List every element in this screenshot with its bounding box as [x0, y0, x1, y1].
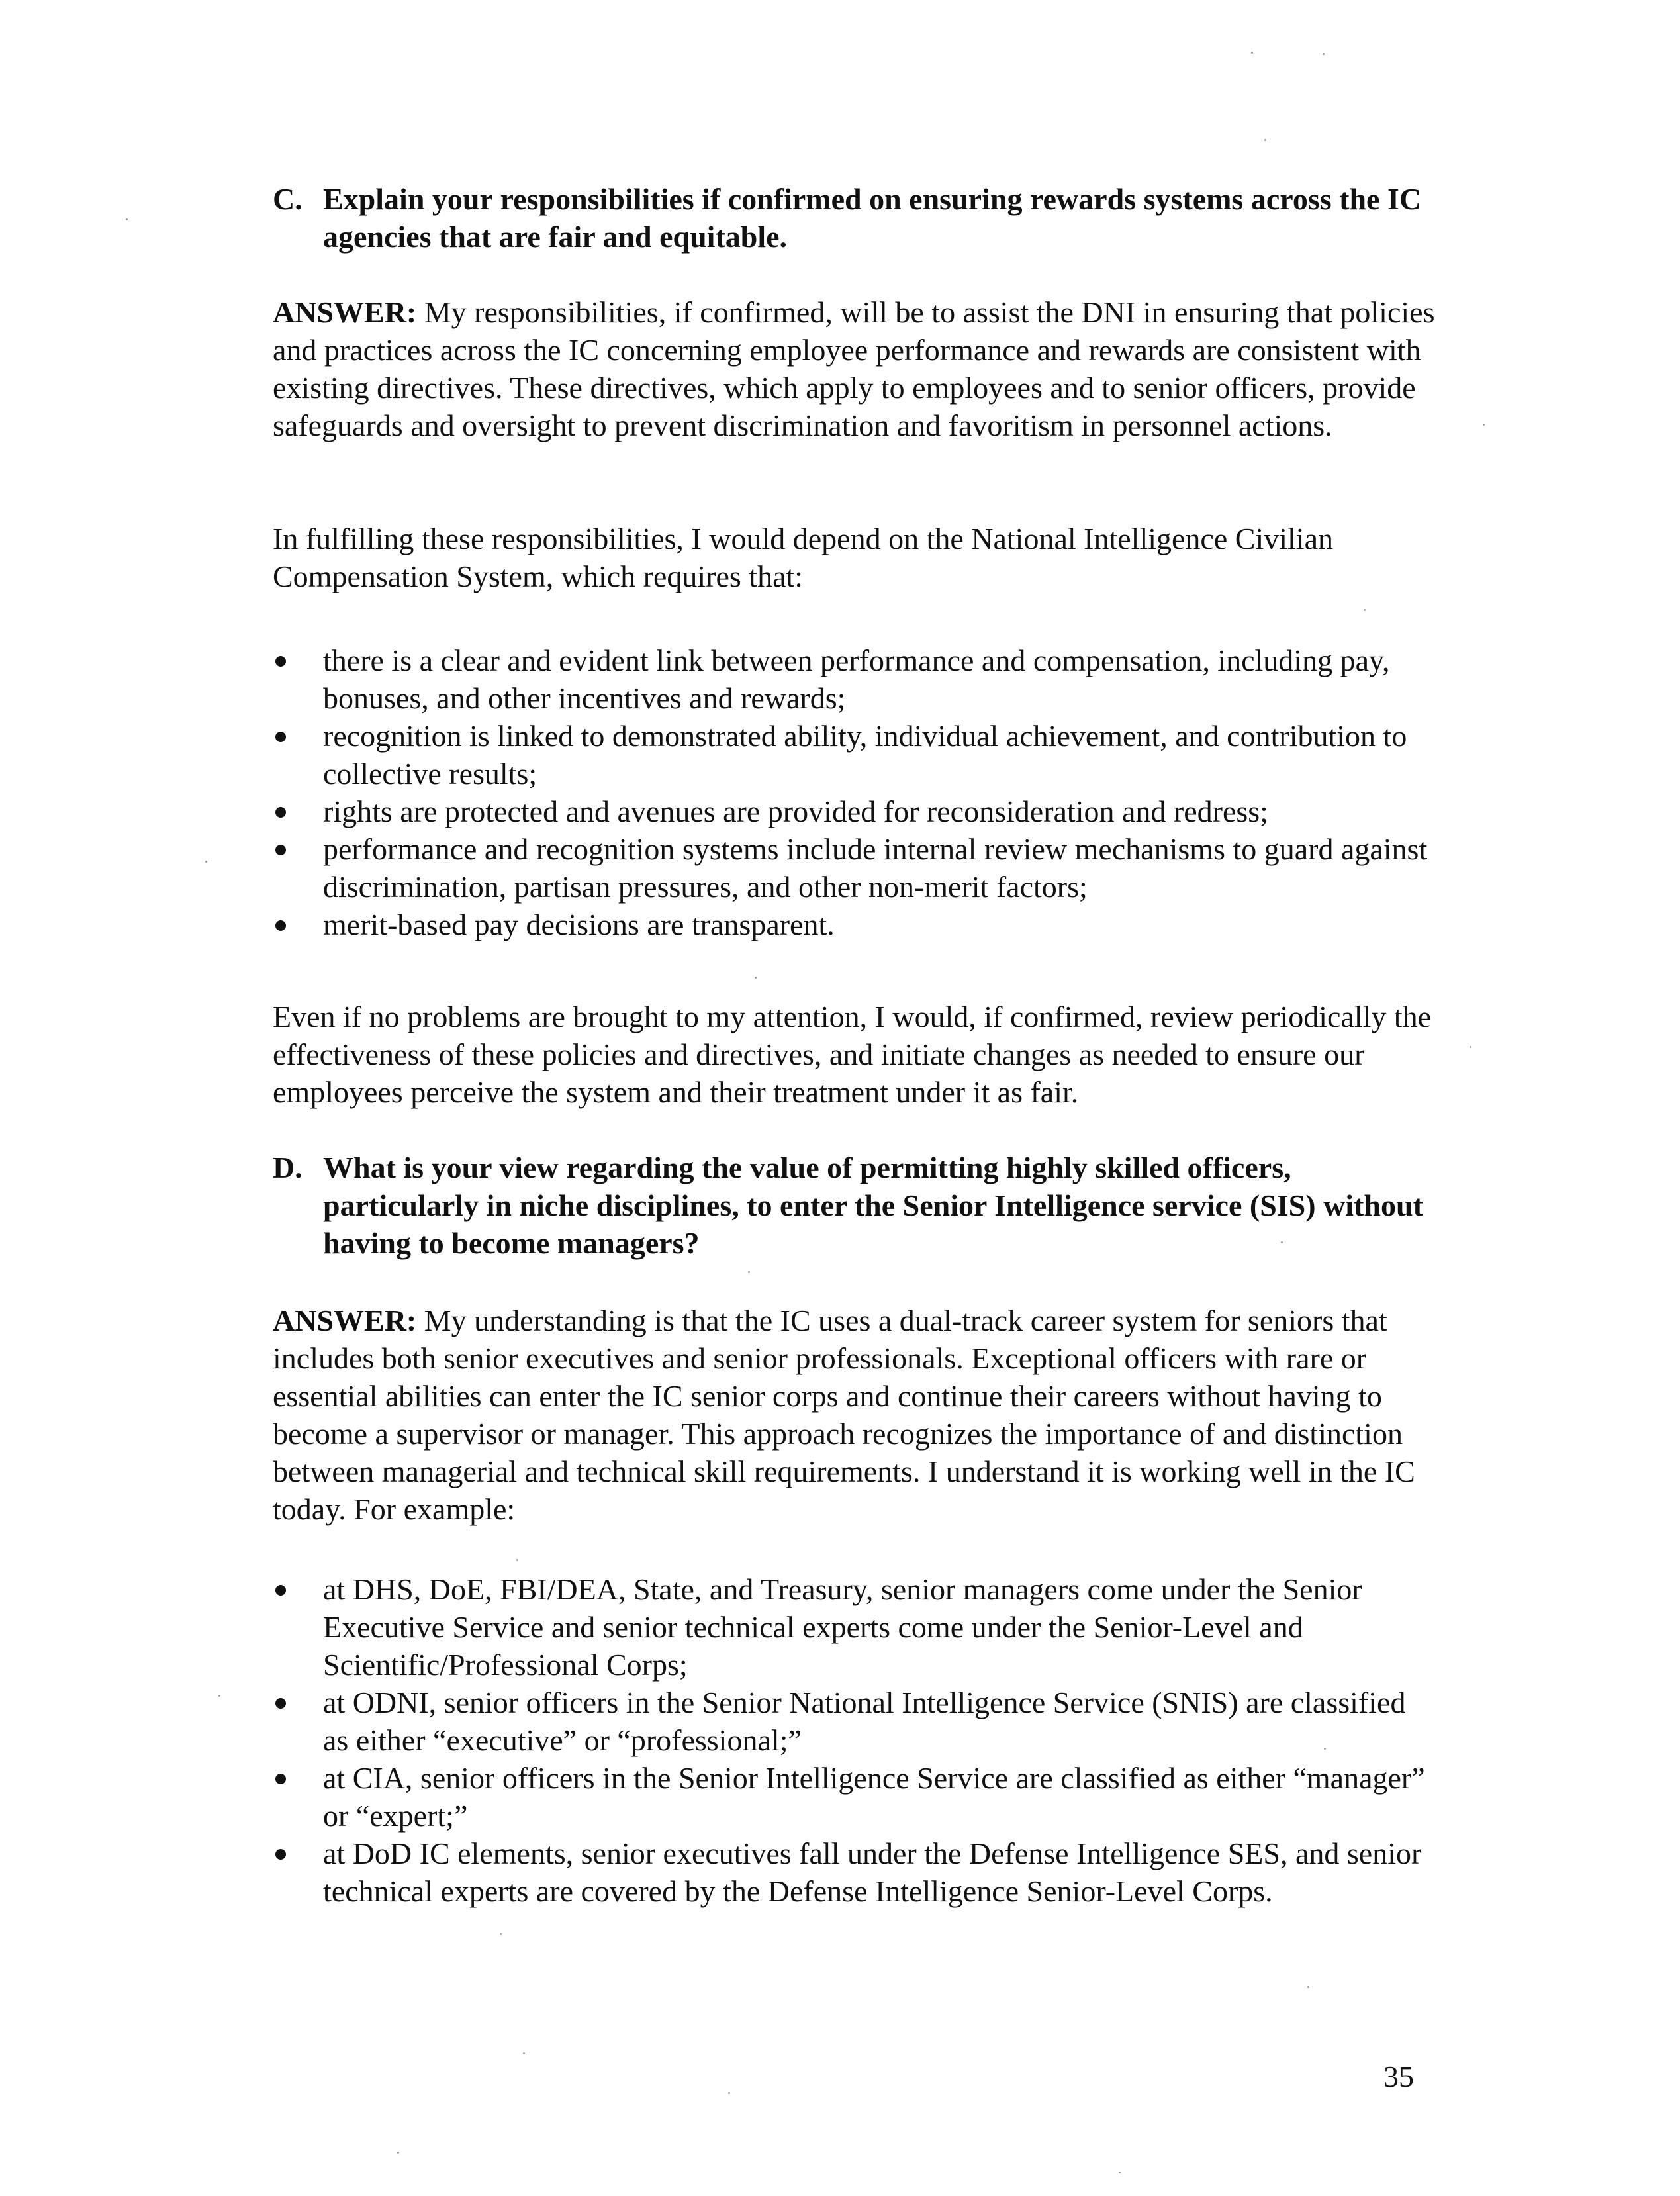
- scan-speck: [126, 218, 128, 220]
- list-item: there is a clear and evident link between performance and compensation, including pay, bonuses, and other incentives and rewards;: [273, 642, 1438, 717]
- bullet-icon: [273, 792, 323, 830]
- scan-speck: [1324, 1748, 1326, 1750]
- bullet-icon: [273, 717, 323, 792]
- scan-speck: [1251, 52, 1253, 54]
- answer-c-text: My responsibilities, if confirmed, will be to assist the DNI in ensuring that policies and practices across the IC concerning employee performance and rewards are consistent with existing directives. These directives, which apply to employees and to senior officers, provide safeguards and oversight to prevent discrimination and favoritism in personnel actions.: [273, 295, 1435, 442]
- scan-speck: [218, 1695, 220, 1697]
- scan-speck: [728, 2092, 730, 2094]
- bullet-icon: [273, 1684, 323, 1759]
- answer-c: [273, 293, 1438, 444]
- scan-speck: [1281, 1241, 1283, 1243]
- bullet-icon: [273, 906, 323, 943]
- bullet-icon: [273, 1835, 323, 1910]
- question-d: [273, 1149, 1438, 1262]
- scan-speck: [1119, 2172, 1121, 2173]
- scan-speck: [397, 2152, 399, 2154]
- scan-speck: [1364, 609, 1366, 611]
- scan-speck: [755, 977, 757, 979]
- list-item: at ODNI, senior officers in the Senior National Intelligence Service (SNIS) are classified as either “executive” or “professional;”: [273, 1684, 1438, 1759]
- question-c: [273, 180, 1438, 256]
- question-c-letter: C.: [273, 182, 303, 216]
- scan-speck: [523, 2052, 525, 2054]
- bullet-icon: [273, 1570, 323, 1684]
- page-number: 35: [1383, 2060, 1414, 2093]
- answer-c-label: ANSWER:: [273, 295, 417, 329]
- list-item: performance and recognition systems include internal review mechanisms to guard against discrimination, partisan pressures, and other non-merit factors;: [273, 830, 1438, 906]
- list-item: merit-based pay decisions are transparent.: [273, 906, 1438, 943]
- scan-speck: [1307, 1986, 1309, 1988]
- question-c-text: Explain your responsibilities if confirmed on ensuring rewards systems across the IC agencies that are fair and equitable.: [323, 182, 1422, 254]
- scan-speck: [1264, 139, 1266, 141]
- scan-speck: [516, 1559, 518, 1561]
- bullet-icon: [273, 1759, 323, 1835]
- list-item: at DHS, DoE, FBI/DEA, State, and Treasury, senior managers come under the Senior Executive Service and senior technical experts come under the Senior-Level and Scientific/Professional Corps;: [273, 1570, 1438, 1684]
- scan-speck: [1483, 424, 1485, 426]
- scan-speck: [1323, 53, 1325, 55]
- question-d-letter: D.: [273, 1151, 303, 1184]
- bullet-icon: [273, 642, 323, 717]
- list-item: recognition is linked to demonstrated ability, individual achievement, and contribution to collective results;: [273, 717, 1438, 792]
- scan-speck: [1470, 1046, 1471, 1048]
- scan-speck: [500, 1933, 502, 1935]
- answer-c-bullet-list: [273, 642, 1438, 943]
- answer-c-closing: Even if no problems are brought to my attention, I would, if confirmed, review periodically the effectiveness of these policies and directives, and initiate changes as needed to ensure our employees perceive the system and their treatment under it as fair.: [273, 1000, 1432, 1109]
- list-item: rights are protected and avenues are provided for reconsideration and redress;: [273, 792, 1438, 830]
- bullet-icon: [273, 830, 323, 906]
- answer-d-text: My understanding is that the IC uses a dual-track career system for seniors that includes both senior executives and senior professionals. Exceptional officers with rare or essential abilities can enter the IC senior corps and continue their careers without having to become a supervisor or manager. This approach recognizes the importance of and distinction between managerial and technical skill requirements. I understand it is working well in the IC today. For example:: [273, 1304, 1415, 1526]
- answer-d-bullet-list: [273, 1570, 1438, 1910]
- scan-speck: [748, 1271, 750, 1273]
- answer-d: [273, 1302, 1438, 1528]
- scan-speck: [205, 861, 207, 863]
- answer-c-intro: In fulfilling these responsibilities, I would depend on the National Intelligence Civilian Compensation System, which requires that:: [273, 522, 1333, 593]
- question-d-text: What is your view regarding the value of permitting highly skilled officers, particularly in niche disciplines, to enter the Senior Intelligence service (SIS) without having to become managers?: [323, 1151, 1423, 1260]
- answer-d-label: ANSWER:: [273, 1304, 417, 1337]
- list-item: at DoD IC elements, senior executives fall under the Defense Intelligence SES, and senior technical experts are covered by the Defense Intelligence Senior-Level Corps.: [273, 1835, 1438, 1910]
- list-item: at CIA, senior officers in the Senior Intelligence Service are classified as either “manager” or “expert;”: [273, 1759, 1438, 1835]
